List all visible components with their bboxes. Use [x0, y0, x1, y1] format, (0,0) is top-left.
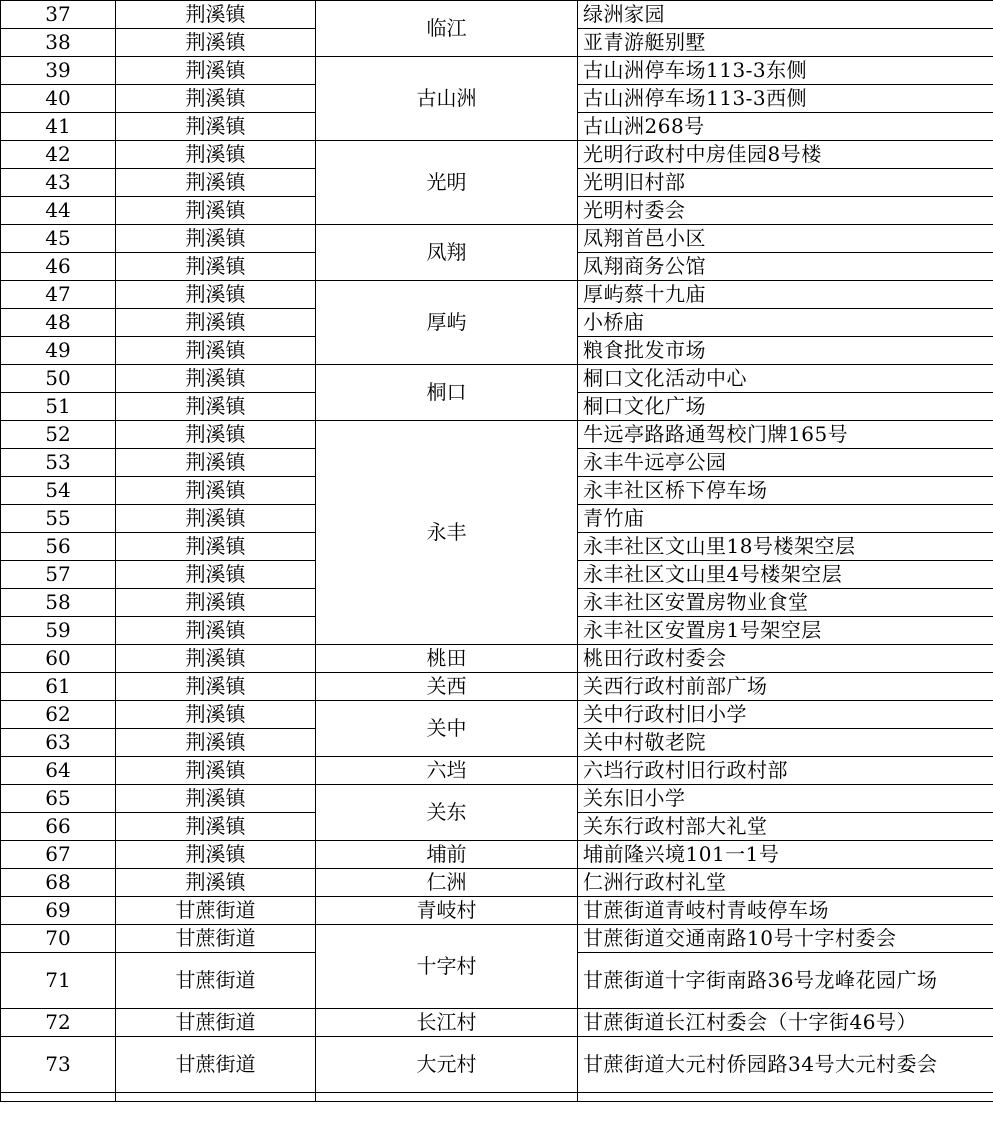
address-cell: 永丰社区安置房1号架空层 [578, 617, 993, 645]
row-number: 48 [1, 309, 116, 337]
row-number: 64 [1, 757, 116, 785]
town-cell: 荆溪镇 [116, 85, 316, 113]
address-cell: 光明村委会 [578, 197, 993, 225]
town-cell: 荆溪镇 [116, 421, 316, 449]
town-cell: 荆溪镇 [116, 645, 316, 673]
table-row [1, 225, 993, 253]
row-number: 57 [1, 561, 116, 589]
table-row [1, 757, 993, 785]
address-cell: 仁洲行政村礼堂 [578, 869, 993, 897]
address-cell: 关中村敬老院 [578, 729, 993, 757]
row-number: 49 [1, 337, 116, 365]
address-cell: 甘蔗街道青岐村青岐停车场 [578, 897, 993, 925]
empty-cell [1, 1093, 116, 1102]
town-cell: 荆溪镇 [116, 589, 316, 617]
row-number: 72 [1, 1009, 116, 1037]
row-number: 41 [1, 113, 116, 141]
table-row [1, 1037, 993, 1093]
village-cell: 临江 [316, 1, 578, 57]
address-cell: 牛远亭路路通驾校门牌165号 [578, 421, 993, 449]
row-number: 63 [1, 729, 116, 757]
table-row [1, 281, 993, 309]
address-cell: 古山洲停车场113-3西侧 [578, 85, 993, 113]
address-cell: 关东行政村部大礼堂 [578, 813, 993, 841]
town-cell: 荆溪镇 [116, 281, 316, 309]
row-number: 54 [1, 477, 116, 505]
table-row [1, 57, 993, 85]
address-cell: 粮食批发市场 [578, 337, 993, 365]
town-cell: 荆溪镇 [116, 813, 316, 841]
address-cell: 永丰社区安置房物业食堂 [578, 589, 993, 617]
table-row [1, 645, 993, 673]
village-cell: 青岐村 [316, 897, 578, 925]
row-number: 55 [1, 505, 116, 533]
village-cell: 永丰 [316, 421, 578, 645]
row-number: 42 [1, 141, 116, 169]
village-cell: 六垱 [316, 757, 578, 785]
village-cell: 关西 [316, 673, 578, 701]
address-cell: 青竹庙 [578, 505, 993, 533]
address-cell: 关东旧小学 [578, 785, 993, 813]
town-cell: 荆溪镇 [116, 337, 316, 365]
address-cell: 桐口文化广场 [578, 393, 993, 421]
address-cell: 永丰社区桥下停车场 [578, 477, 993, 505]
town-cell: 荆溪镇 [116, 729, 316, 757]
address-cell: 桐口文化活动中心 [578, 365, 993, 393]
address-cell: 绿洲家园 [578, 1, 993, 29]
town-cell: 荆溪镇 [116, 393, 316, 421]
row-number: 58 [1, 589, 116, 617]
table-row [1, 897, 993, 925]
town-cell: 荆溪镇 [116, 253, 316, 281]
row-number: 60 [1, 645, 116, 673]
table-row [1, 841, 993, 869]
village-cell: 长江村 [316, 1009, 578, 1037]
address-cell: 光明旧村部 [578, 169, 993, 197]
row-number: 66 [1, 813, 116, 841]
village-cell: 十字村 [316, 925, 578, 1009]
town-cell: 荆溪镇 [116, 785, 316, 813]
village-cell: 关中 [316, 701, 578, 757]
village-cell: 凤翔 [316, 225, 578, 281]
village-cell: 厚屿 [316, 281, 578, 365]
address-cell: 古山洲268号 [578, 113, 993, 141]
town-cell: 荆溪镇 [116, 505, 316, 533]
address-cell: 厚屿蔡十九庙 [578, 281, 993, 309]
row-number: 50 [1, 365, 116, 393]
table-row [1, 365, 993, 393]
row-number: 70 [1, 925, 116, 953]
table-row [1, 785, 993, 813]
row-number: 53 [1, 449, 116, 477]
town-cell: 荆溪镇 [116, 365, 316, 393]
table-row-partial [1, 1093, 993, 1102]
village-cell: 桃田 [316, 645, 578, 673]
village-cell: 古山洲 [316, 57, 578, 141]
table-row [1, 701, 993, 729]
table-row [1, 673, 993, 701]
town-cell: 甘蔗街道 [116, 925, 316, 953]
empty-cell [116, 1093, 316, 1102]
address-cell: 小桥庙 [578, 309, 993, 337]
row-number: 65 [1, 785, 116, 813]
town-cell: 荆溪镇 [116, 869, 316, 897]
address-cell: 永丰社区文山里4号楼架空层 [578, 561, 993, 589]
town-cell: 荆溪镇 [116, 701, 316, 729]
empty-cell [316, 1093, 578, 1102]
row-number: 71 [1, 953, 116, 1009]
town-cell: 荆溪镇 [116, 561, 316, 589]
address-cell: 亚青游艇别墅 [578, 29, 993, 57]
village-cell: 大元村 [316, 1037, 578, 1093]
address-cell: 凤翔商务公馆 [578, 253, 993, 281]
row-number: 45 [1, 225, 116, 253]
town-cell: 荆溪镇 [116, 449, 316, 477]
town-cell: 甘蔗街道 [116, 953, 316, 1009]
town-cell: 甘蔗街道 [116, 1009, 316, 1037]
address-cell: 甘蔗街道大元村侨园路34号大元村委会 [578, 1037, 993, 1093]
table-row [1, 1, 993, 29]
row-number: 37 [1, 1, 116, 29]
town-cell: 荆溪镇 [116, 1, 316, 29]
town-cell: 荆溪镇 [116, 169, 316, 197]
row-number: 40 [1, 85, 116, 113]
table-row [1, 141, 993, 169]
village-cell: 埔前 [316, 841, 578, 869]
address-cell: 桃田行政村委会 [578, 645, 993, 673]
town-cell: 荆溪镇 [116, 757, 316, 785]
village-cell: 桐口 [316, 365, 578, 421]
town-cell: 荆溪镇 [116, 57, 316, 85]
row-number: 68 [1, 869, 116, 897]
town-cell: 荆溪镇 [116, 841, 316, 869]
village-cell: 仁洲 [316, 869, 578, 897]
town-cell: 荆溪镇 [116, 113, 316, 141]
address-cell: 甘蔗街道十字街南路36号龙峰花园广场 [578, 953, 993, 1009]
row-number: 43 [1, 169, 116, 197]
village-cell: 光明 [316, 141, 578, 225]
address-cell: 凤翔首邑小区 [578, 225, 993, 253]
row-number: 46 [1, 253, 116, 281]
town-cell: 荆溪镇 [116, 141, 316, 169]
table-row [1, 421, 993, 449]
address-cell: 甘蔗街道交通南路10号十字村委会 [578, 925, 993, 953]
row-number: 61 [1, 673, 116, 701]
row-number: 51 [1, 393, 116, 421]
address-cell: 光明行政村中房佳园8号楼 [578, 141, 993, 169]
town-cell: 荆溪镇 [116, 29, 316, 57]
empty-cell [578, 1093, 993, 1102]
village-cell: 关东 [316, 785, 578, 841]
town-cell: 荆溪镇 [116, 197, 316, 225]
row-number: 73 [1, 1037, 116, 1093]
address-cell: 古山洲停车场113-3东侧 [578, 57, 993, 85]
town-cell: 荆溪镇 [116, 477, 316, 505]
row-number: 39 [1, 57, 116, 85]
address-cell: 甘蔗街道长江村委会（十字街46号） [578, 1009, 993, 1037]
address-cell: 关中行政村旧小学 [578, 701, 993, 729]
row-number: 44 [1, 197, 116, 225]
row-number: 59 [1, 617, 116, 645]
town-cell: 甘蔗街道 [116, 1037, 316, 1093]
address-cell: 六垱行政村旧行政村部 [578, 757, 993, 785]
town-cell: 荆溪镇 [116, 617, 316, 645]
town-cell: 荆溪镇 [116, 673, 316, 701]
row-number: 67 [1, 841, 116, 869]
address-cell: 永丰牛远亭公园 [578, 449, 993, 477]
address-cell: 永丰社区文山里18号楼架空层 [578, 533, 993, 561]
table-row [1, 925, 993, 953]
row-number: 62 [1, 701, 116, 729]
table-row [1, 1009, 993, 1037]
row-number: 38 [1, 29, 116, 57]
row-number: 52 [1, 421, 116, 449]
row-number: 69 [1, 897, 116, 925]
town-cell: 荆溪镇 [116, 309, 316, 337]
address-cell: 关西行政村前部广场 [578, 673, 993, 701]
town-cell: 荆溪镇 [116, 225, 316, 253]
row-number: 56 [1, 533, 116, 561]
row-number: 47 [1, 281, 116, 309]
town-cell: 甘蔗街道 [116, 897, 316, 925]
table-row [1, 869, 993, 897]
town-cell: 荆溪镇 [116, 533, 316, 561]
address-cell: 埔前隆兴境101一1号 [578, 841, 993, 869]
